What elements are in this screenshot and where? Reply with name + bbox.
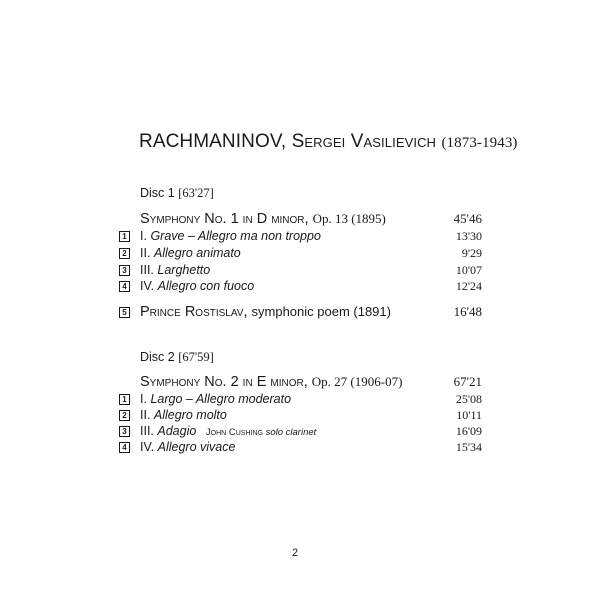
movement-title: Allegro con fuoco [157,279,255,293]
track-duration: 10'11 [456,408,482,422]
track-number-box: 2 [119,248,130,259]
track-number-box: 1 [119,394,130,405]
disc2-symphony-row [140,374,482,394]
track-duration: 16'09 [455,424,482,438]
movement-number: IV. [140,279,155,293]
track-duration: 15'34 [455,440,482,454]
composer-given-names: Sergei Vasilievich [291,131,437,152]
movement-title: Allegro vivace [157,440,236,454]
movement-title: Larghetto [157,263,211,277]
movement-number: I. [140,229,147,243]
disc1-header [140,186,214,201]
movement-title: Allegro molto [153,408,227,422]
disc2-duration: [67'59] [178,350,214,364]
movement-number: III. [140,424,154,438]
track-row [119,392,482,409]
disc1-label: Disc 1 [140,186,175,200]
track-number-box: 3 [119,265,130,276]
disc1-symphony-row [140,211,482,231]
track-row [119,229,482,246]
movement-number: I. [140,392,147,406]
track-duration: 10'07 [455,263,482,277]
soloist-name: John Cushing [205,427,263,438]
track-row [119,440,482,457]
track-row [119,408,482,425]
disc2-label: Disc 2 [140,350,175,364]
movement-title: Grave – Allegro ma non troppo [150,229,321,243]
track-number-box: 3 [119,426,130,437]
track-duration: 12'24 [455,279,482,293]
disc1-symphony-duration: 45'46 [453,211,482,226]
track-number-box: 4 [119,442,130,453]
track-number-box: 5 [119,307,130,318]
composer-surname: RACHMANINOV, [139,131,287,152]
disc1-duration: [63'27] [178,186,214,200]
disc2-symphony-title: Symphony No. 2 in E minor, [140,374,308,390]
composer-heading [139,131,518,153]
track-number-box: 2 [119,410,130,421]
track-row [119,246,482,263]
poem-title: Prince Rostislav, [140,304,248,320]
movement-number: II. [140,408,151,422]
disc2-symphony-opus: Op. 27 (1906-07) [311,374,403,389]
movement-title: Adagio [157,424,197,438]
movement-number: II. [140,246,151,260]
disc1-symphony-title: Symphony No. 1 in D minor, [140,211,309,227]
poem-subtitle: symphonic poem (1891) [251,304,391,319]
track-row [119,279,482,296]
movement-title: Largo – Allegro moderato [150,392,292,406]
soloist-instrument: solo clarinet [265,427,317,438]
disc2-symphony-duration: 67'21 [453,374,482,389]
disc1-symphony-opus: Op. 13 (1895) [312,211,386,226]
movement-number: IV. [140,440,155,454]
track-duration: 9'29 [461,246,482,260]
track-number-box: 1 [119,231,130,242]
composer-dates: (1873-1943) [441,135,518,151]
movement-title: Allegro animato [153,246,241,260]
track-row [119,424,482,441]
disc2-header [140,350,214,365]
track-duration: 25'08 [455,392,482,406]
track-duration: 13'30 [455,229,482,243]
track-number-box: 4 [119,281,130,292]
poem-duration: 16'48 [453,304,482,319]
track-row [119,263,482,280]
poem-row [119,304,482,324]
page-number: 2 [292,547,299,559]
movement-number: III. [140,263,154,277]
